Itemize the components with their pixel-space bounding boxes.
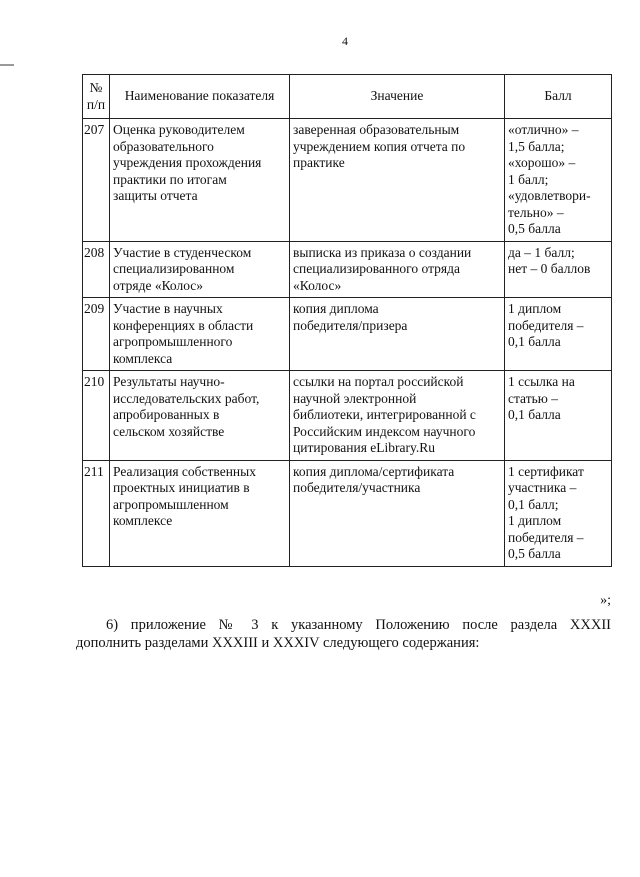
row-score: 1 сертификат участника – 0,1 балл; 1 диплом победителя – 0,5 балла — [505, 460, 612, 566]
header-num: № п/п — [83, 75, 110, 119]
table-row — [83, 460, 612, 566]
row-value: копия диплома победителя/призера — [290, 298, 505, 371]
table-row — [83, 241, 612, 298]
row-name: Оценка руководителем образовательного учреждения прохождения практики по итогам защиты отчета — [110, 119, 290, 242]
paragraph-line-2: дополнить разделами XXXIII и XXXIV следующего содержания: — [76, 635, 480, 651]
row-value: копия диплома/сертификата победителя/участника — [290, 460, 505, 566]
paragraph-line-1: 6) приложение № 3 к указанному Положению после раздела XXXII — [106, 617, 611, 633]
header-value: Значение — [290, 75, 505, 119]
row-num: 209 — [83, 298, 110, 371]
table-row — [83, 371, 612, 461]
row-name: Участие в студенческом специализированном отряде «Колос» — [110, 241, 290, 298]
row-name: Участие в научных конференциях в области агропромышленного комплекса — [110, 298, 290, 371]
row-num: 211 — [83, 460, 110, 566]
row-score: «отлично» – 1,5 балла; «хорошо» – 1 балл; «удовлетвори- тельно» – 0,5 балла — [505, 119, 612, 242]
row-num: 208 — [83, 241, 110, 298]
row-score: 1 диплом победителя – 0,1 балла — [505, 298, 612, 371]
scan-edge-mark — [0, 64, 14, 66]
header-name: Наименование показателя — [110, 75, 290, 119]
header-score: Балл — [505, 75, 612, 119]
row-score: 1 ссылка на статью – 0,1 балла — [505, 371, 612, 461]
table-row — [83, 119, 612, 242]
row-value: ссылки на портал российской научной электронной библиотеки, интегрированной с Российским индексом научного цитирования eLibrary.Ru — [290, 371, 505, 461]
row-name: Результаты научно- исследовательских работ, апробированных в сельском хозяйстве — [110, 371, 290, 461]
page-number: 4 — [342, 34, 348, 48]
closing-quote-mark: »; — [600, 593, 611, 608]
table-header-row — [83, 75, 612, 119]
row-num: 210 — [83, 371, 110, 461]
row-value: заверенная образовательным учреждением копия отчета по практике — [290, 119, 505, 242]
indicators-table — [82, 74, 612, 567]
amendment-paragraph — [76, 616, 611, 652]
row-name: Реализация собственных проектных инициатив в агропромышленном комплексе — [110, 460, 290, 566]
row-num: 207 — [83, 119, 110, 242]
row-value: выписка из приказа о создании специализированного отряда «Колос» — [290, 241, 505, 298]
table-row — [83, 298, 612, 371]
row-score: да – 1 балл; нет – 0 баллов — [505, 241, 612, 298]
